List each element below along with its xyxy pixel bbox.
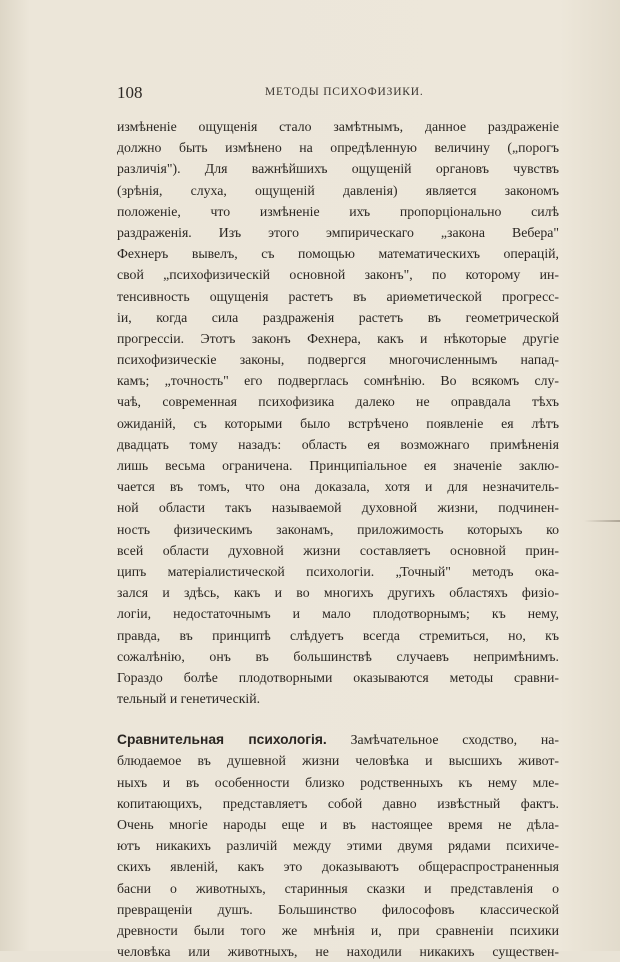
text-line: Фехнеръ вывелъ, съ помощью математическихъ операцій,	[117, 246, 559, 262]
text-line: всей области духовной жизни составляетъ основной прин-	[117, 542, 559, 558]
text-line: различія"). Для важнѣйшихъ ощущеній органовъ чувствъ	[117, 161, 559, 177]
section-heading: Сравнительная психологія.	[117, 732, 327, 748]
text-line: правда, въ принципѣ слѣдуетъ всегда стремиться, но, къ	[117, 627, 559, 643]
text-line: психофизическіе законы, подвергся многочисленнымъ напад-	[117, 352, 559, 368]
text-line: ность физическимъ законамъ, приложимость которыхъ ко	[117, 521, 559, 537]
text-line: тельный и генетическій.	[117, 691, 261, 707]
text-line: камъ; „точность" его подверглась сомнѣнію. Во всякомъ слу-	[117, 373, 559, 389]
text-line: іи, когда сила раздраженія растетъ въ геометрической	[117, 309, 559, 325]
page-header	[117, 83, 557, 103]
text-line: человѣка или животныхъ, не находили никакихъ существен-	[117, 944, 559, 960]
text-line: блюдаемое въ душевной жизни человѣка и высшихъ живот-	[117, 753, 559, 769]
text-line: сожалѣнію, онъ въ большинствѣ случаевъ непримѣнимъ.	[117, 648, 559, 664]
text-line: басни о животныхъ, старинныя сказки и представленія о	[117, 880, 559, 896]
text-line: чается въ томъ, что она доказала, хотя и для незначитель-	[117, 479, 559, 495]
text-line: зался и здѣсь, какъ и во многихъ другихъ областяхъ физіо-	[117, 585, 559, 601]
text-line: копитающихъ, представляетъ собой давно извѣстный фактъ.	[117, 795, 559, 811]
body-text	[117, 116, 559, 962]
text-line: ной области такъ называемой духовной жизни, подчинен-	[117, 500, 559, 516]
text-line: (зрѣнія, слуха, ощущеній давленія) является закономъ	[117, 182, 559, 198]
heading-line-rest: Замѣчательное сходство, на-	[326, 732, 559, 748]
text-line: раздраженія. Изъ этого эмпирическаго „закона Вебера"	[117, 224, 559, 240]
running-head: МЕТОДЫ ПСИХОФИЗИКИ.	[265, 86, 424, 98]
text-line: двадцать тому назадъ: область ея возможнаго примѣненія	[117, 436, 559, 452]
page-edge-mark	[584, 520, 620, 522]
paragraph-comparative-psychology	[117, 729, 559, 962]
text-line: тенсивность ощущенія растетъ въ ариѳметической прогресс-	[117, 288, 559, 304]
text-line: скихъ явленій, какъ это доказываютъ общераспространенныя	[117, 859, 559, 875]
text-line	[117, 729, 559, 750]
text-line: лишь весьма ограничена. Принципіальное ея значеніе заклю-	[117, 458, 559, 473]
text-line: положеніе, что измѣненіе ихъ пропорціонально силѣ	[117, 203, 559, 219]
text-line: должно быть измѣнено на опредѣленную величину („порогъ	[117, 140, 559, 156]
text-line: ципъ матеріалистической психологіи. „Точный" методъ ока-	[117, 563, 559, 579]
text-line: древности были того же мнѣнія и, при сравненіи психики	[117, 922, 559, 938]
text-line: превращеніи душъ. Большинство философовъ классической	[117, 901, 559, 917]
text-line: ютъ никакихъ различій между этими двумя рядами психиче-	[117, 838, 559, 854]
text-line: ожиданій, съ которыми было встрѣчено появленіе ея лѣтъ	[117, 415, 559, 431]
text-line: ныхъ и въ особенности близко родственныхъ къ нему мле-	[117, 774, 559, 790]
text-line: измѣненіе ощущенія стало замѣтнымъ, данное раздраженіе	[117, 119, 559, 134]
text-line: логіи, недостаточнымъ и мало плодотворнымъ; къ нему,	[117, 606, 559, 622]
page-number: 108	[117, 83, 143, 102]
text-line: чаѣ, современная психофизика далеко не оправдала тѣхъ	[117, 394, 559, 410]
text-line: Очень многіе народы еще и въ настоящее время не дѣла-	[117, 817, 559, 832]
text-line: прогрессіи. Этотъ законъ Фехнера, какъ и нѣкоторые другіе	[117, 330, 559, 346]
text-line: свой „психофизическій основной законъ", по которому ин-	[117, 267, 559, 283]
paragraph-gap	[117, 709, 559, 729]
paragraph-psychophysics	[117, 116, 559, 709]
text-line: Гораздо болѣе плодотворными оказываются методы сравни-	[117, 669, 559, 685]
